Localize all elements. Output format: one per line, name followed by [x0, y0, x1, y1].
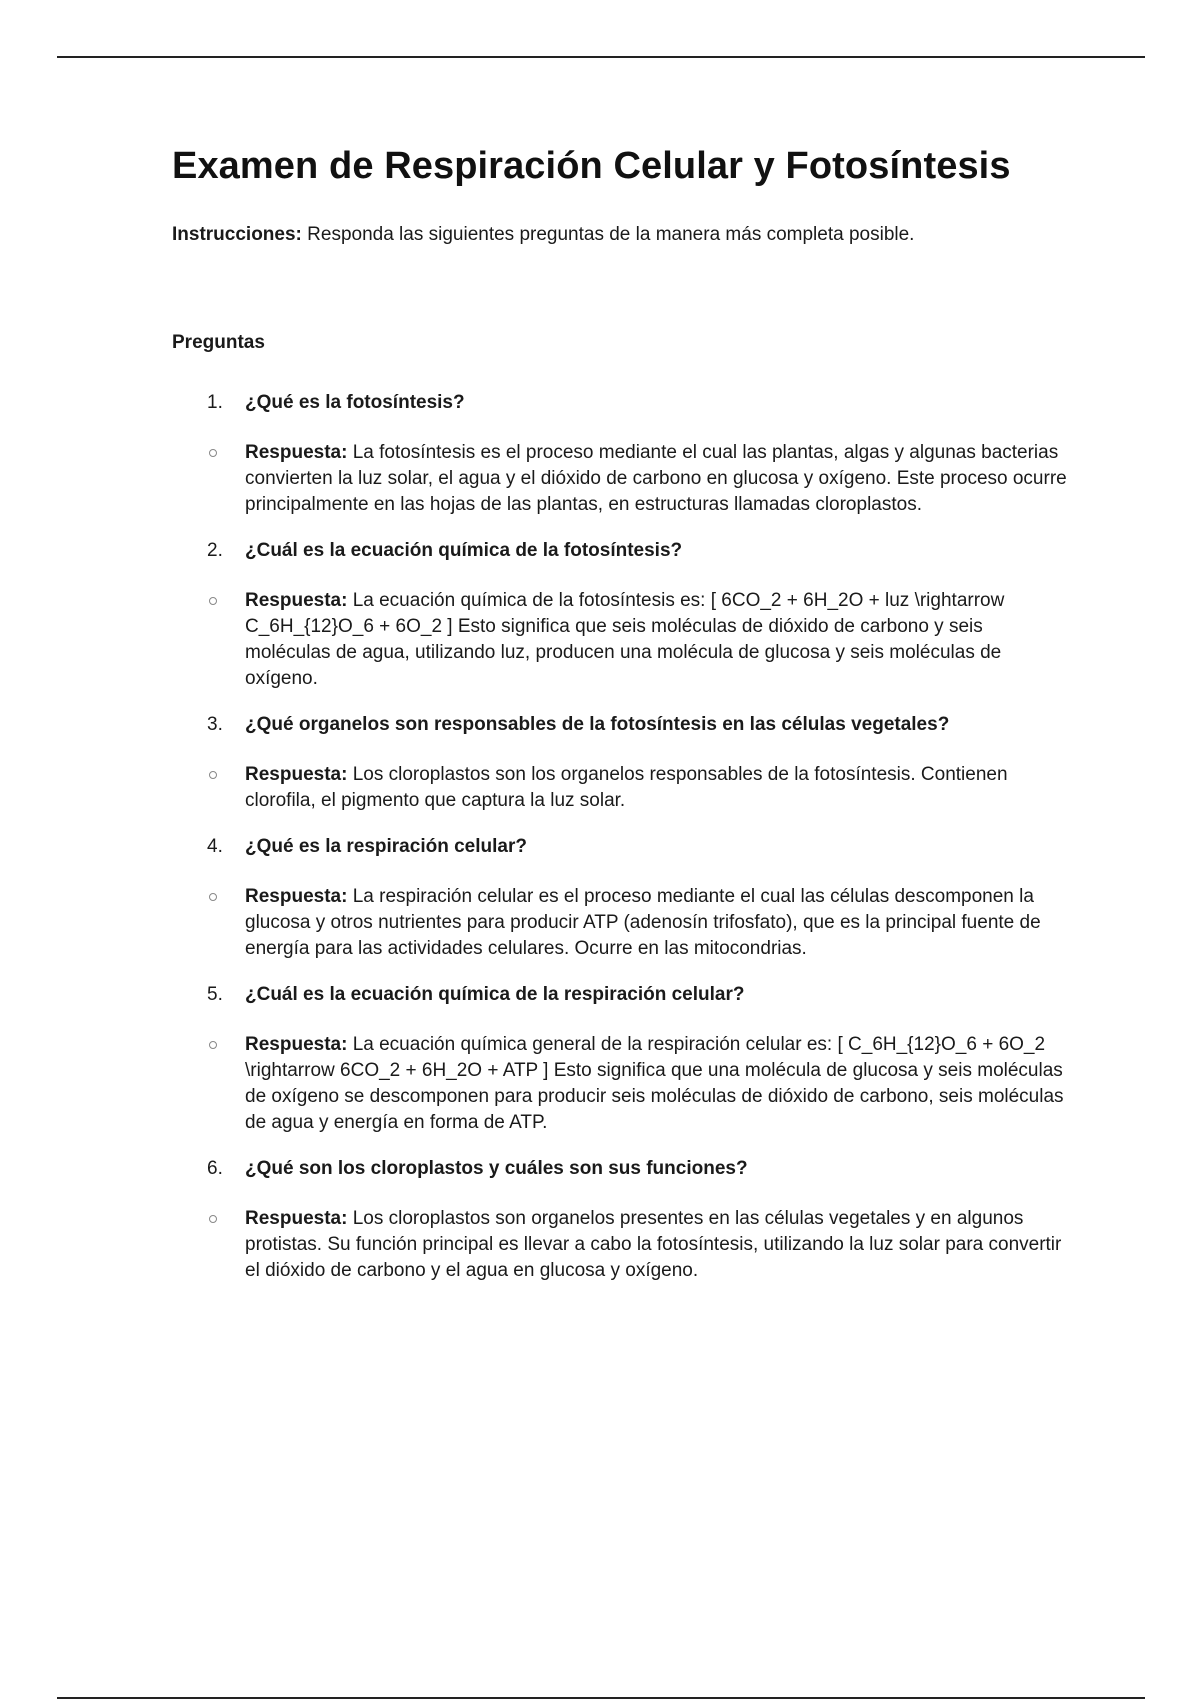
top-rule: [57, 56, 1145, 58]
question: [172, 708, 1072, 742]
answer-text: La fotosíntesis es el proceso mediante el cual las plantas, algas y algunas bacterias convierten la luz solar, el agua y el dióxido de carbono en glucosa y oxígeno. Este proceso ocurre principalmente en las hojas de las plantas, en estructuras llamadas cloroplastos.: [245, 442, 1067, 515]
question-number: 4.: [207, 836, 223, 857]
document-page: [172, 140, 1072, 1296]
question-text: ¿Qué son los cloroplastos y cuáles son sus funciones?: [245, 1158, 748, 1179]
question-number: 1.: [207, 392, 223, 413]
hollow-bullet-icon: [209, 893, 217, 901]
instructions: [172, 222, 1072, 248]
question-item: [172, 830, 1072, 962]
question: [172, 386, 1072, 420]
instructions-label: Instrucciones:: [172, 224, 302, 245]
question-text: ¿Qué es la fotosíntesis?: [245, 392, 465, 413]
hollow-bullet-icon: [209, 1215, 217, 1223]
question-number: 5.: [207, 984, 223, 1005]
question-item: [172, 534, 1072, 692]
answer-label: Respuesta:: [245, 886, 348, 907]
question-text: ¿Qué organelos son responsables de la fotosíntesis en las células vegetales?: [245, 714, 950, 735]
answer-label: Respuesta:: [245, 764, 348, 785]
answer-label: Respuesta:: [245, 442, 348, 463]
section-title: Preguntas: [172, 332, 265, 353]
hollow-bullet-icon: [209, 597, 217, 605]
answer-text: La ecuación química de la fotosíntesis es: [ 6CO_2 + 6H_2O + luz \rightarrow C_6H_{12}O_6 + 6O_2 ] Esto significa que seis moléculas de dióxido de carbono y seis moléculas de agua, utilizando luz, producen una molécula de glucosa y seis moléculas de oxígeno.: [245, 590, 1005, 689]
hollow-bullet-icon: [209, 771, 217, 779]
question: [172, 534, 1072, 568]
question: [172, 830, 1072, 864]
question-text: ¿Cuál es la ecuación química de la respiración celular?: [245, 984, 745, 1005]
answer: [172, 588, 1072, 692]
answer: [172, 762, 1072, 814]
page-title: Examen de Respiración Celular y Fotosíntesis: [172, 145, 1011, 187]
bottom-rule: [57, 1697, 1145, 1699]
question: [172, 978, 1072, 1012]
answer-text: La respiración celular es el proceso mediante el cual las células descomponen la glucosa y otros nutrientes para producir ATP (adenosín trifosfato), que es la principal fuente de energía para las actividades celulares. Ocurre en las mitocondrias.: [245, 886, 1041, 959]
question-item: [172, 978, 1072, 1136]
question-number: 6.: [207, 1158, 223, 1179]
question-text: ¿Qué es la respiración celular?: [245, 836, 527, 857]
answer-label: Respuesta:: [245, 1034, 348, 1055]
question-list: [172, 386, 1072, 1284]
question-item: [172, 1152, 1072, 1284]
answer: [172, 440, 1072, 518]
hollow-bullet-icon: [209, 1041, 217, 1049]
answer-label: Respuesta:: [245, 590, 348, 611]
answer: [172, 884, 1072, 962]
answer: [172, 1032, 1072, 1136]
question-item: [172, 386, 1072, 518]
hollow-bullet-icon: [209, 449, 217, 457]
question: [172, 1152, 1072, 1186]
question-number: 3.: [207, 714, 223, 735]
instructions-text: Responda las siguientes preguntas de la manera más completa posible.: [301, 224, 915, 245]
answer: [172, 1206, 1072, 1284]
answer-label: Respuesta:: [245, 1208, 348, 1229]
question-item: [172, 708, 1072, 814]
answer-text: La ecuación química general de la respiración celular es: [ C_6H_{12}O_6 + 6O_2 \rightarrow 6CO_2 + 6H_2O + ATP ] Esto significa que una molécula de glucosa y seis moléculas de oxígeno se descomponen para producir seis moléculas de dióxido de carbono, seis moléculas de agua y energía en forma de ATP.: [245, 1034, 1064, 1133]
answer-text: Los cloroplastos son los organelos responsables de la fotosíntesis. Contienen clorofila, el pigmento que captura la luz solar.: [245, 764, 1008, 811]
answer-text: Los cloroplastos son organelos presentes en las células vegetales y en algunos protistas. Su función principal es llevar a cabo la fotosíntesis, utilizando la luz solar para convertir el dióxido de carbono y el agua en glucosa y oxígeno.: [245, 1208, 1062, 1281]
question-text: ¿Cuál es la ecuación química de la fotosíntesis?: [245, 540, 683, 561]
question-number: 2.: [207, 540, 223, 561]
